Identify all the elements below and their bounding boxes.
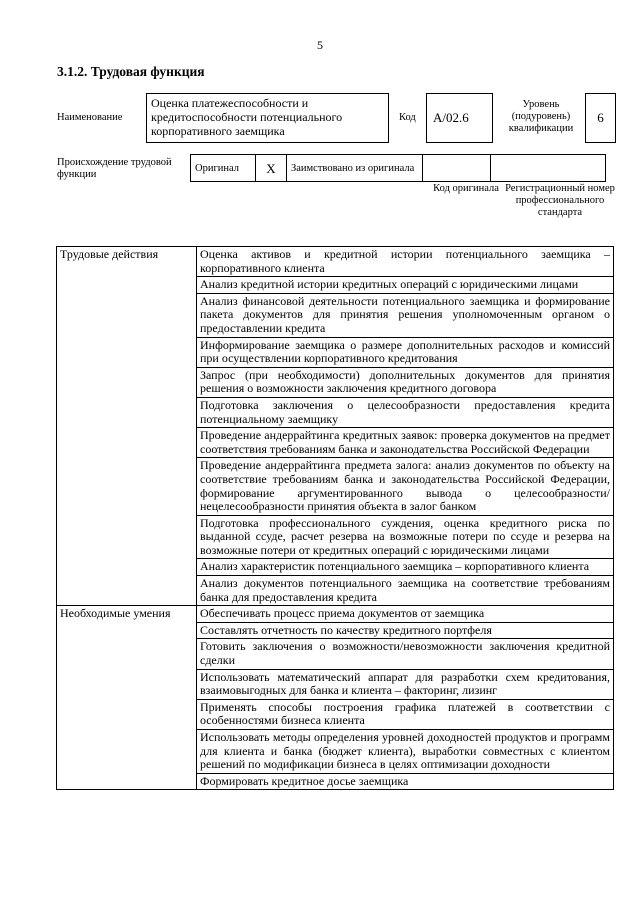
original-label: Оригинал (191, 155, 256, 182)
required-skills-item: Составлять отчетность по качеству кредитного портфеля (197, 622, 614, 639)
original-code-cell (423, 155, 491, 182)
required-skills-item: Применять способы построения графика платежей в соответствии с особенностями бизнеса клиента (197, 699, 614, 729)
labor-actions-item: Анализ кредитной истории кредитных операций с юридическими лицами (197, 277, 614, 294)
name-label: Наименование (57, 112, 123, 123)
original-mark: X (256, 155, 287, 182)
labor-actions-label: Трудовые действия (57, 247, 197, 606)
required-skills-row (57, 606, 614, 623)
required-skills-item: Использовать математический аппарат для разработки схем кредитования, взаимовыгодных для банка и клиента – факторинг, лизинг (197, 669, 614, 699)
required-skills-item: Формировать кредитное досье заемщика (197, 773, 614, 790)
labor-actions-item: Анализ финансовой деятельности потенциального заемщика и формирование пакета документов для принятия решения уполномоченным органом о предоставлении кредита (197, 293, 614, 337)
registration-number-caption: Регистрационный номер профессионального стандарта (505, 183, 615, 218)
required-skills-item: Обеспечивать процесс приема документов от заемщика (197, 606, 614, 623)
level-label: Уровень (подуровень) квалификации (508, 99, 574, 134)
function-code-box: А/02.6 (426, 93, 493, 143)
required-skills-item: Готовить заключения о возможности/невозможности заключения кредитной сделки (197, 639, 614, 669)
qualification-level-box: 6 (585, 93, 616, 143)
labor-actions-item: Проведение андеррайтинга предмета залога: анализ документов по объекту на соответствие требованиям банка и законодательства Российской Федерации, формирование аргументированного вывода о целесообразности/ нецелесообразности принятия объекта в залог банком (197, 458, 614, 515)
labor-actions-row (57, 247, 614, 277)
origin-table (190, 154, 606, 182)
labor-function-table (56, 246, 614, 790)
labor-actions-item: Оценка активов и кредитной истории потенциального заемщика – корпоративного клиента (197, 247, 614, 277)
labor-actions-item: Информирование заемщика о размере дополнительных расходов и комиссий при осуществлении корпоративного кредитования (197, 337, 614, 367)
borrowed-label: Заимствовано из оригинала (287, 155, 423, 182)
origin-label: Происхождение трудовой функции (57, 157, 172, 180)
required-skills-label: Необходимые умения (57, 606, 197, 790)
labor-actions-item: Анализ характеристик потенциального заемщика – корпоративного клиента (197, 559, 614, 576)
code-label: Код (399, 112, 416, 123)
page-number: 5 (317, 38, 323, 52)
section-title: 3.1.2. Трудовая функция (57, 64, 205, 79)
labor-actions-item: Запрос (при необходимости) дополнительных документов для принятия решения о возможности заключения кредитного договора (197, 367, 614, 397)
labor-actions-item: Подготовка заключения о целесообразности предоставления кредита потенциальному заемщику (197, 397, 614, 427)
original-code-caption: Код оригинала (433, 183, 499, 194)
labor-actions-item: Проведение андеррайтинга кредитных заявок: проверка документов на предмет соответствия требованиям банка и законодательства Российской Федерации (197, 428, 614, 458)
labor-actions-item: Анализ документов потенциального заемщика на соответствие требованиям банка для предоставления кредита (197, 576, 614, 606)
labor-actions-item: Подготовка профессионального суждения, оценка кредитного риска по выданной ссуде, расчет резерва на возможные потери по ссуде и резерва на возможные потери от кредитных операций с юридическими лицами (197, 515, 614, 559)
required-skills-item: Использовать методы определения уровней доходностей продуктов и программ для клиента и банка (бюджет клиента), выработки совместных с клиентом решений по модификации бизнеса в целях оптимизации доходности (197, 730, 614, 774)
registration-number-cell (491, 155, 606, 182)
function-name-box: Оценка платежеспособности и кредитоспособности потенциального корпоративного заемщика (146, 93, 389, 143)
